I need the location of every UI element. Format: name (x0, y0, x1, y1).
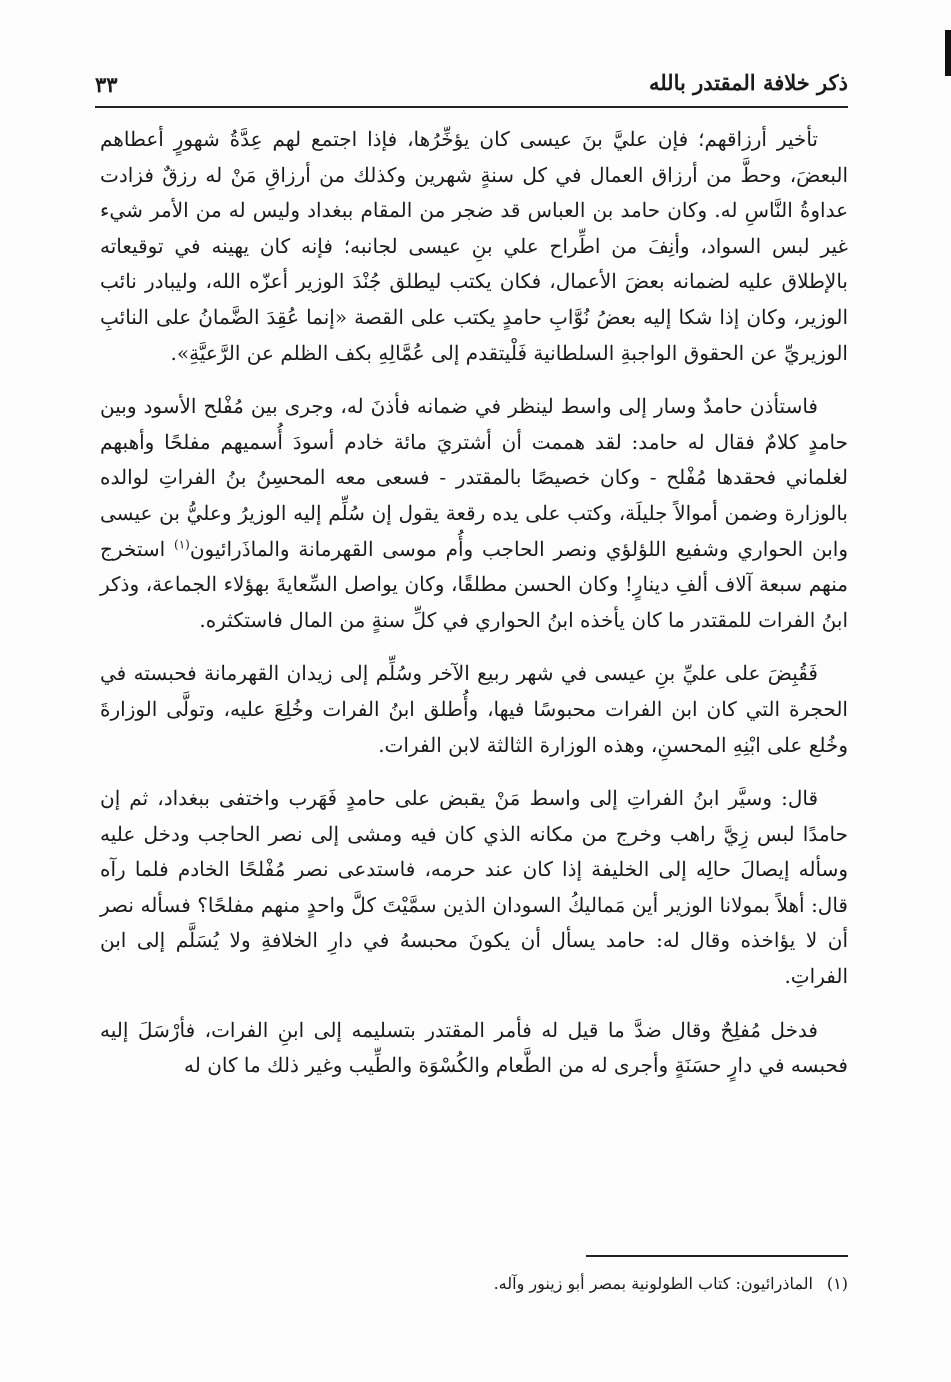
paragraph-1: تأخير أرزاقهم؛ فإن عليَّ بنَ عيسى كان يؤخِّرُها، فإذا اجتمع لهم عِدَّةُ شهورٍ أعطاهم البعضَ، وحطَّ من أرزاق العمال في كل سنةٍ شهرين وكذلك من أرزاقِ مَنْ له رزقٌ فزادت عداوةُ النَّاسِ له. وكان حامد بن العباس قد ضجر من المقام ببغداد وليس له من الأمر شيء غير لبس السواد، وأنِفَ من اطِّراح علي بنِ عيسى لجانبه؛ فإنه كان يهينه في توقيعاته بالإطلاق عليه لضمانه بعضَ الأعمال، فكان يكتب ليطلق جُنْدَ الوزير أعزّه الله، وليبادر نائب الوزير، وكان إذا شكا إليه بعضُ نُوَّابِ حامدٍ يكتب على القصة «إنما عُقِدَ الضَّمانُ على النائبِ الوزيريِّ عن الحقوق الواجبةِ السلطانية فَلْيتقدم إلى عُمَّالِهِ بكف الظلم عن الرَّعيَّةِ». (100, 127, 848, 365)
page-edge-mark (945, 30, 951, 76)
paragraph-4: قال: وسيَّر ابنُ الفراتِ إلى واسط مَنْ يقبض على حامدٍ فَهَرب واختفى ببغداد، ثم إن حامدًا لبس زِيَّ راهب وخرج من مكانه الذي كان فيه ومشى إلى نصر الحاجب ودخل عليه وسأله إيصالَ حالِه إلى الخليفة إذا كان عند حرمه، فاستدعى نصر مُفْلحًا الخادم فلما رآه قال: أهلاً بمولانا الوزير أين مَماليكُ السودان الذين سمَّيْتَ كلَّ واحدٍ منهم مفلحًا؟ فسأله نصر أن لا يؤاخذه وقال له: حامد يسأل أن يكونَ محبسهُ في دارِ الخلافةِ ولا يُسَلَّم إلى ابن الفراتِ. (100, 786, 848, 989)
footnote-reference: (١) (174, 536, 190, 551)
paragraph-2-tail: استخرج منهم سبعة آلاف ألفِ دينارٍ! وكان الحسن مطلقًا، وكان يواصل السِّعايةَ بهؤلاء الجماعة، وذكر ابنُ الفرات للمقتدر ما كان يأخذه ابنُ الحواري في كلِّ سنةٍ من المال فاستكثره. (100, 536, 848, 632)
main-text (100, 122, 848, 1102)
paragraph-5: فدخل مُفلِحٌ وقال ضدَّ ما قيل له فأمر المقتدر بتسليمه إلى ابنِ الفرات، فأرْسَلَ إليه فحبسه في دارٍ حسَنَةٍ وأجرى له من الطَّعام والكُسْوَة والطِّيب وغير ذلك ما كان له (100, 1017, 848, 1078)
header-rule (95, 106, 848, 108)
paragraph-3: فَقُبِضَ على عليِّ بنِ عيسى في شهر ربيع الآخر وسُلِّم إلى زيدان القهرمانة فحبسته في الحجرة التي كان ابن الفرات محبوسًا فيها، وأُطلق ابنُ الفرات وخُلِعَ عليه، وتولَّى الوزارةَ وخُلع على ابْنِهِ المحسنِ، وهذه الوزارة الثالثة لابن الفرات. (100, 661, 848, 757)
page-header (95, 66, 848, 108)
footnote-rule (586, 1255, 848, 1257)
footnote-text: الماذرائيون: كتاب الطولونية بمصر أبو زينور وآله. (493, 1274, 813, 1293)
paragraph-2 (100, 389, 848, 638)
footnote (100, 1272, 848, 1296)
footnote-number: (١) (826, 1274, 848, 1293)
paragraph-2-text: فاستأذن حامدٌ وسار إلى واسط لينظر في ضمانه فأذنَ له، وجرى بين مُفْلح الأسود وبين حامدٍ كلامٌ فقال له حامد: لقد هممت أن أشتريَ مائة خادم أسودَ أُسميهم مفلحًا وأهبهم لغلماني فحقدها مُفْلح - وكان خصيصًا بالمقتدر - فسعى معه المحسِنُ بنُ الفراتِ لوالده بالوزارة وضمن أموالاً جليلَة، وكتب على يده رقعة يقول إن سُلِّم إليه الوزيرُ وعليُّ بن عيسى وابن الحواري وشفيع اللؤلؤي ونصر الحاجب وأُم موسى القهرمانة والماذَرائيون (100, 394, 848, 561)
running-title: ذكر خلافة المقتدر بالله (648, 70, 848, 95)
page-number: ٣٣ (95, 72, 118, 97)
